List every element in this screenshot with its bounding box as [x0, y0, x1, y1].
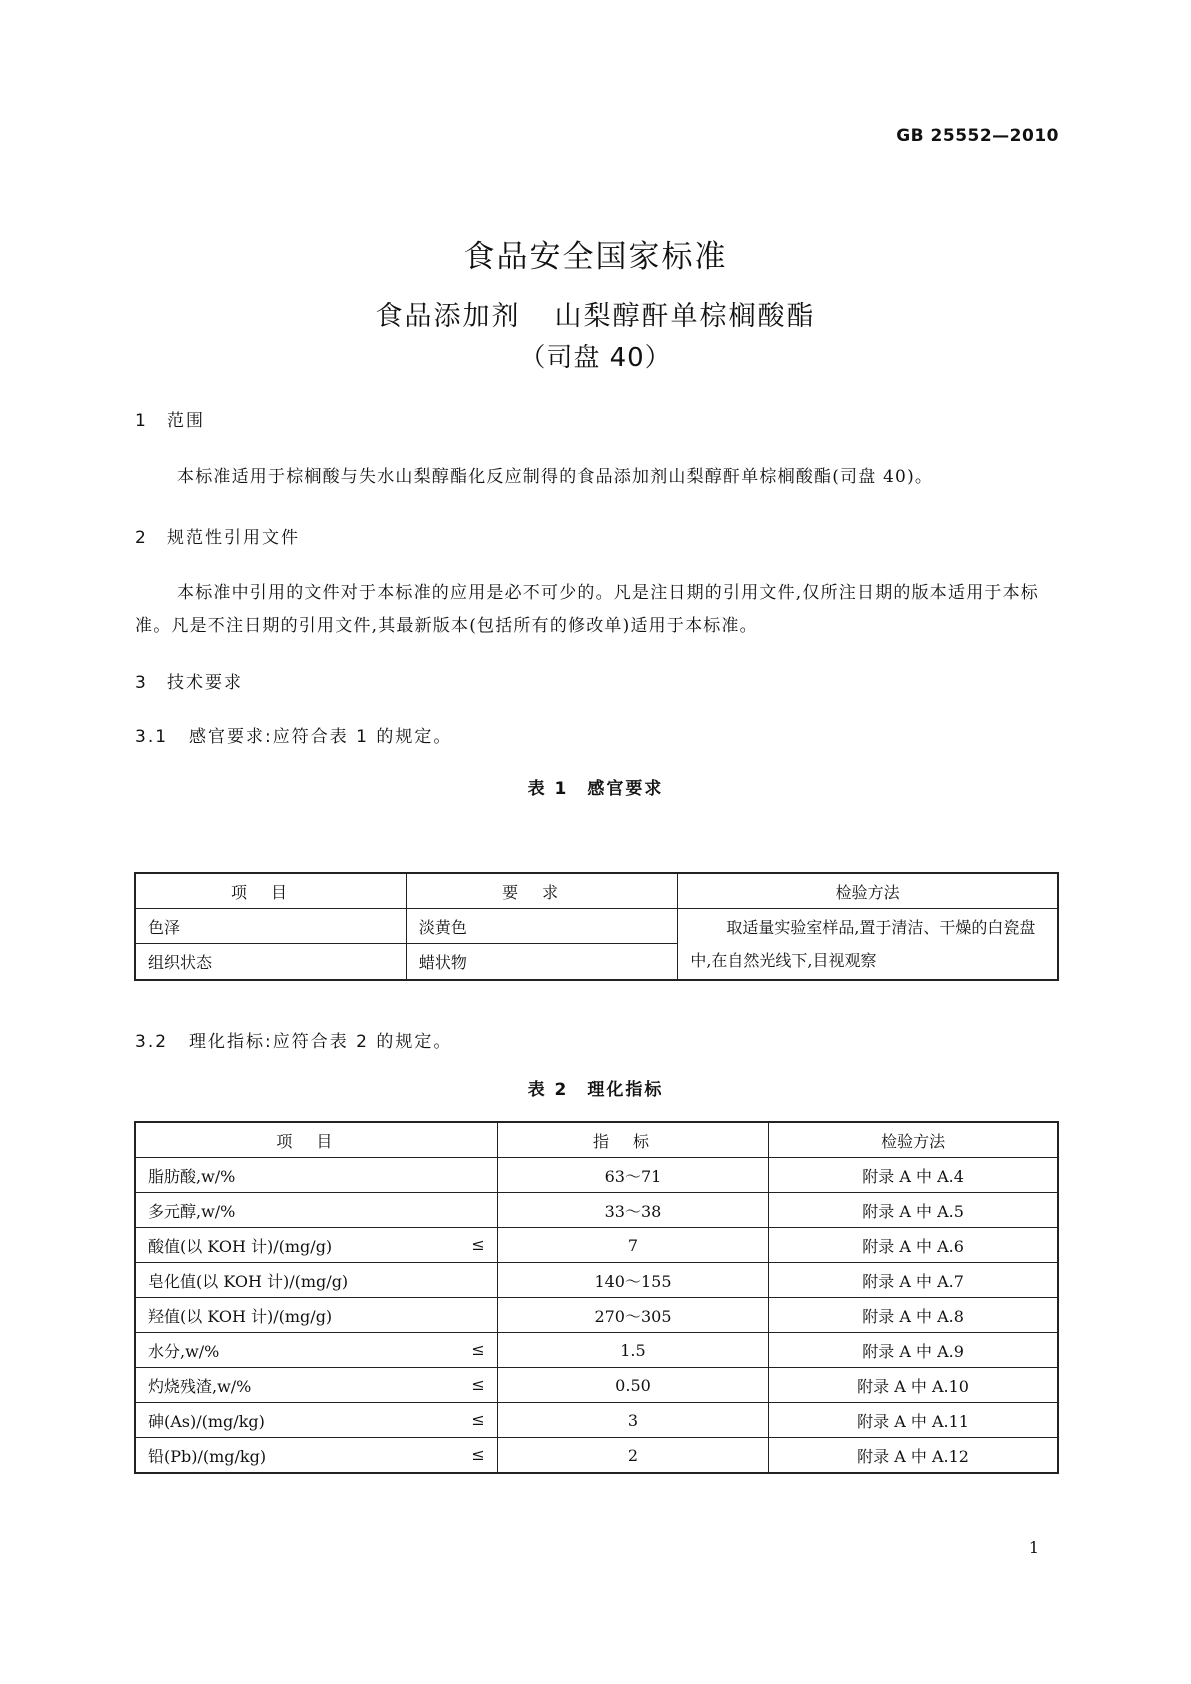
- cell-value: 140～155: [497, 1263, 768, 1298]
- column-header-item: 项目: [135, 1122, 497, 1158]
- item-text: 灼烧残渣,w/%: [148, 1376, 252, 1396]
- section-heading-3-1: [135, 722, 452, 747]
- document-subtitle: [0, 294, 1191, 333]
- cell-value: 1.5: [497, 1333, 768, 1368]
- paragraph-text: 本标准适用于棕榈酸与失水山梨醇酯化反应制得的食品添加剂山梨醇酐单棕榈酸酯(司盘 40)。: [177, 467, 934, 487]
- leq-symbol: ≤: [471, 1410, 485, 1429]
- section-title: 规范性引用文件: [167, 528, 300, 548]
- table-row: [135, 1193, 1058, 1228]
- subtitle-part-2: 山梨醇酐单棕榈酸酯: [554, 301, 816, 332]
- cell-method: 附录 A 中 A.6: [769, 1228, 1058, 1263]
- leq-symbol: ≤: [471, 1375, 485, 1394]
- cell-item: 组织状态: [135, 944, 406, 980]
- standard-number: GB 25552—2010: [896, 126, 1059, 146]
- cell-requirement: 蜡状物: [406, 944, 677, 980]
- table-row: [135, 1158, 1058, 1193]
- cell-item: [135, 1263, 497, 1298]
- item-text: 多元醇,w/%: [148, 1201, 236, 1221]
- cell-method: 附录 A 中 A.7: [769, 1263, 1058, 1298]
- cell-method: 附录 A 中 A.8: [769, 1298, 1058, 1333]
- cell-method: 附录 A 中 A.5: [769, 1193, 1058, 1228]
- section-title: 理化指标:应符合表 2 的规定。: [189, 1032, 453, 1052]
- table-row: [135, 1263, 1058, 1298]
- section-body-1: [135, 461, 1058, 494]
- cell-value: 7: [497, 1228, 768, 1263]
- leq-symbol: ≤: [471, 1235, 485, 1254]
- table-row: [135, 1333, 1058, 1368]
- item-text: 铅(Pb)/(mg/kg): [148, 1446, 267, 1466]
- cell-value: 270～305: [497, 1298, 768, 1333]
- cell-value: 3: [497, 1403, 768, 1438]
- document-subtitle-paren: （司盘 40）: [519, 343, 672, 373]
- cell-method: 附录 A 中 A.12: [769, 1438, 1058, 1474]
- cell-method: 附录 A 中 A.9: [769, 1333, 1058, 1368]
- table-physicochemical-indicators: [134, 1121, 1059, 1474]
- section-title: 技术要求: [167, 673, 243, 693]
- section-heading-2: [135, 523, 300, 548]
- cell-method: 附录 A 中 A.4: [769, 1158, 1058, 1193]
- table-row: [135, 1228, 1058, 1263]
- cell-item: [135, 1403, 497, 1438]
- table-header-row: [135, 1122, 1058, 1158]
- section-heading-1: [135, 406, 205, 431]
- table2-caption: 表 2 理化指标: [527, 1080, 664, 1100]
- table-row: [135, 1298, 1058, 1333]
- cell-item: [135, 1333, 497, 1368]
- cell-method: [678, 909, 1058, 981]
- paragraph-text: 本标准中引用的文件对于本标准的应用是必不可少的。凡是注日期的引用文件,仅所注日期的版本适用于本标准。凡是不注日期的引用文件,其最新版本(包括所有的修改单)适用于本标准。: [135, 583, 1040, 636]
- cell-value: 33～38: [497, 1193, 768, 1228]
- table-sensory-requirements: [134, 872, 1059, 981]
- column-header-requirement: 要求: [406, 873, 677, 909]
- table-row: [135, 1368, 1058, 1403]
- table-row: [135, 1438, 1058, 1474]
- cell-item: [135, 1228, 497, 1263]
- cell-item: [135, 1438, 497, 1474]
- cell-requirement: 淡黄色: [406, 909, 677, 944]
- table-row: [135, 909, 1058, 944]
- document-title: 食品安全国家标准: [463, 239, 728, 275]
- section-number: 3.2: [135, 1032, 169, 1052]
- section-title: 范围: [167, 411, 205, 431]
- column-header-item: 项目: [135, 873, 406, 909]
- item-text: 水分,w/%: [148, 1341, 220, 1361]
- item-text: 皂化值(以 KOH 计)/(mg/g): [148, 1271, 349, 1291]
- section-number: 1: [135, 411, 148, 431]
- cell-value: 63～71: [497, 1158, 768, 1193]
- section-heading-3-2: [135, 1027, 452, 1052]
- table1-caption: 表 1 感官要求: [527, 779, 664, 799]
- table-row: [135, 1403, 1058, 1438]
- page-number: 1: [1028, 1538, 1039, 1557]
- cell-item: [135, 1193, 497, 1228]
- method-text: 取适量实验室样品,置于清洁、干燥的白瓷盘中,在自然光线下,目视观察: [690, 918, 1036, 970]
- leq-symbol: ≤: [471, 1445, 485, 1464]
- section-number: 3: [135, 673, 148, 693]
- cell-method: 附录 A 中 A.11: [769, 1403, 1058, 1438]
- section-heading-3: [135, 668, 243, 693]
- cell-value: 0.50: [497, 1368, 768, 1403]
- cell-value: 2: [497, 1438, 768, 1474]
- section-number: 3.1: [135, 727, 169, 747]
- subtitle-part-1: 食品添加剂: [375, 301, 521, 332]
- cell-item: [135, 1158, 497, 1193]
- section-number: 2: [135, 528, 148, 548]
- item-text: 脂肪酸,w/%: [148, 1166, 236, 1186]
- item-text: 酸值(以 KOH 计)/(mg/g): [148, 1236, 333, 1256]
- table-header-row: [135, 873, 1058, 909]
- cell-item: 色泽: [135, 909, 406, 944]
- cell-method: 附录 A 中 A.10: [769, 1368, 1058, 1403]
- column-header-method: 检验方法: [769, 1122, 1058, 1158]
- section-title: 感官要求:应符合表 1 的规定。: [189, 727, 453, 747]
- item-text: 砷(As)/(mg/kg): [148, 1411, 265, 1431]
- leq-symbol: ≤: [471, 1340, 485, 1359]
- column-header-indicator: 指标: [497, 1122, 768, 1158]
- cell-item: [135, 1298, 497, 1333]
- section-body-2: [135, 577, 1058, 643]
- item-text: 羟值(以 KOH 计)/(mg/g): [148, 1306, 333, 1326]
- cell-item: [135, 1368, 497, 1403]
- column-header-method: 检验方法: [678, 873, 1058, 909]
